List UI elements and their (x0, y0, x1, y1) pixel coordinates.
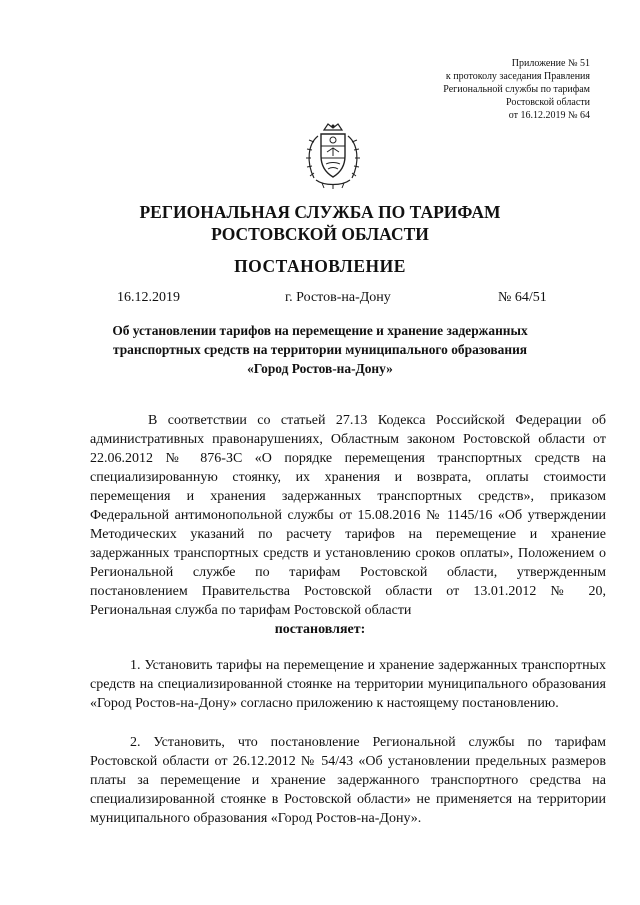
subject-line: транспортных средств на территории муниципального образования (112, 342, 528, 357)
resolution-item-2: 2. Установить, что постановление Региональной службы по тарифам Ростовской области от 26.12.2012 № 54/43 «Об установлении предельных размеров платы за перемещение и хранение задержанного транспортного средства на специализированной стоянке в Ростовской области» не применяется на территории муниципального образования «Город Ростов-на-Дону». (90, 735, 606, 826)
document-city: г. Ростов-на-Дону (285, 290, 391, 305)
decision-word: постановляет: (274, 622, 366, 637)
appendix-line: Ростовской области (506, 97, 590, 108)
appendix-line: от 16.12.2019 № 64 (508, 110, 590, 121)
coat-of-arms-icon (302, 122, 364, 190)
document-type-title: ПОСТАНОВЛЕНИЕ (234, 256, 406, 276)
appendix-line: Региональной службы по тарифам (443, 84, 590, 95)
document-number: № 64/51 (498, 290, 547, 305)
appendix-line: Приложение № 51 (511, 58, 590, 69)
preamble-paragraph: В соответствии со статьей 27.13 Кодекса Российской Федерации об административных правонарушениях, Областным законом Ростовской области от 22.06.2012 № 876-ЗС «О порядке перемещения транспортных средств на специализированную стоянку, их хранения и возврата, оплаты стоимости перемещения и хранения задержанных транспортных средств», приказом Федеральной антимонопольной службы от 15.08.2016 № 1145/16 «Об утверждении Методических указаний по расчету тарифов на перемещение и хранение задержанных транспортных средств и установлению сроков оплаты», Положением о Региональной службе по тарифам Ростовской области, утвержденным постановлением Правительства Ростовской области от 13.01.2012 № 20, Региональная служба по тарифам Ростовской области (90, 413, 606, 618)
appendix-line: к протоколу заседания Правления (445, 71, 590, 82)
document-date: 16.12.2019 (117, 290, 180, 305)
subject-line: «Город Ростов-на-Дону» (247, 361, 393, 376)
organization-title-line1: РЕГИОНАЛЬНАЯ СЛУЖБА ПО ТАРИФАМ (139, 202, 501, 222)
organization-title-line2: РОСТОВСКОЙ ОБЛАСТИ (211, 224, 429, 244)
appendix-note (443, 57, 590, 122)
resolution-item-1: 1. Установить тарифы на перемещение и хранение задержанных транспортных средств на специализированной стоянке на территории муниципального образования «Город Ростов-на-Дону» согласно приложению к настоящему постановлению. (90, 658, 606, 711)
document-subject (90, 321, 550, 378)
subject-line: Об установлении тарифов на перемещение и хранение задержанных (112, 323, 528, 338)
